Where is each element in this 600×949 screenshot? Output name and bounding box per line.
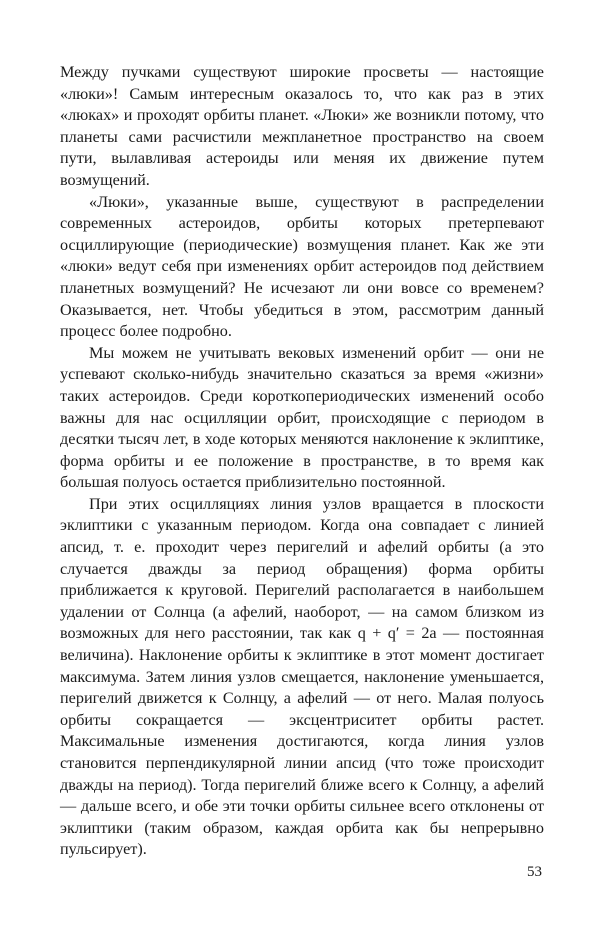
- paragraph-1: Между пучками существуют широкие просветы — настоящие «люки»! Самым интересным оказалось то, что как раз в этих «люках» и проходят орбиты планет. «Люки» же возникли потому, что планеты сами расчистили межпланетное пространство на своем пути, вылавливая астероиды или меняя их движение путем возмущений.: [60, 63, 544, 189]
- book-page: [60, 62, 544, 902]
- page-number: 53: [527, 864, 542, 880]
- paragraph-3: Мы можем не учитывать вековых изменений орбит — они не успевают сколько-нибудь значительно сказаться за время «жизни» таких астероидов. Среди короткопериодических изменений особо важны для нас осцилляции орбит, происходящие с периодом в десятки тысяч лет, в ходе которых меняются наклонение к эклиптике, форма орбиты и ее положение в пространстве, в то время как большая полуось остается приблизительно постоянной.: [60, 343, 544, 492]
- paragraph-2: «Люки», указанные выше, существуют в распределении современных астероидов, орбиты которых претерпевают осциллирующие (периодические) возмущения планет. Как же эти «люки» ведут себя при изменениях орбит астероидов под действием планетных возмущений? Не исчезают ли они вовсе со временем? Оказывается, нет. Чтобы убедиться в этом, рассмотрим данный процесс более подробно.: [60, 192, 544, 341]
- paragraph-4: При этих осцилляциях линия узлов вращается в плоскости эклиптики с указанным периодом. Когда она совпадает с линией апсид, т. е. проходит через перигелий и афелий орбиты (а это случается дважды за период обращения) форма орбиты приближается к круговой. Перигелий располагается в наибольшем удалении от Солнца (а афелий, наоборот, — на самом близком из возможных для него расстоянии, так как q + q′ = 2a — постоянная величина). Наклонение орбиты к эклиптике в этот момент достигает максимума. Затем линия узлов смещается, наклонение уменьшается, перигелий движется к Солнцу, а афелий — от него. Малая полуось орбиты сокращается — эксцентриситет орбиты растет. Максимальные изменения достигаются, когда линия узлов становится перпендикулярной линии апсид (что тоже происходит дважды на период). Тогда перигелий ближе всего к Солнцу, а афелий — дальше всего, и обе эти точки орбиты сильнее всего отклонены от эклиптики (таким образом, каждая орбита как бы непрерывно пульсирует).: [60, 494, 544, 859]
